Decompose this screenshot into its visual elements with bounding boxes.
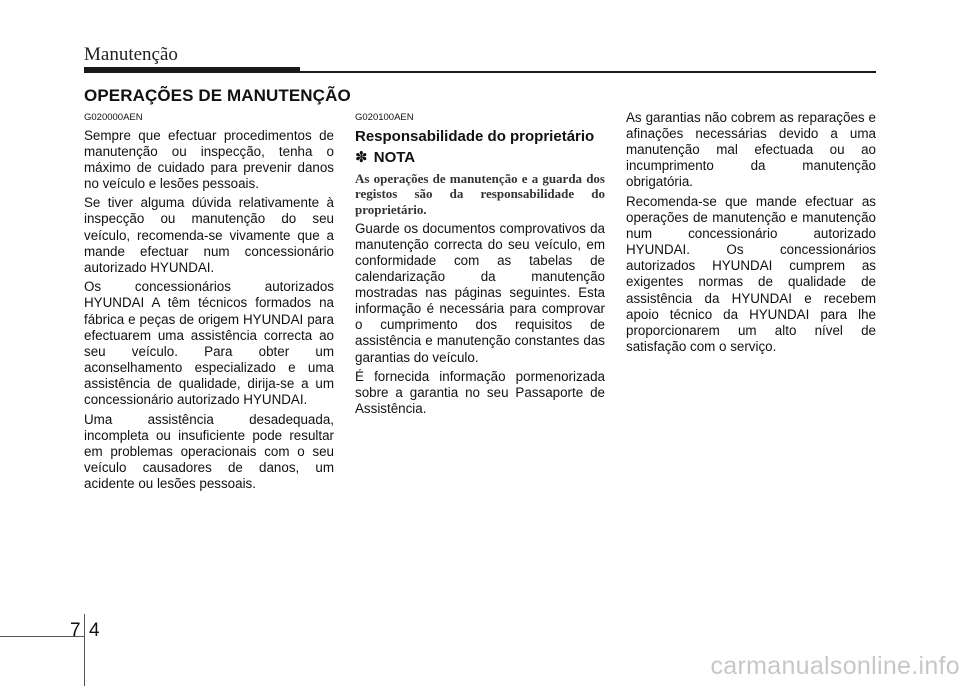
paragraph: Guarde os documentos comprovativos da manutenção correcta do seu veículo, em conformidade com as tabelas de calendarização da manutenção mostradas nas páginas seguintes. Esta informação é necessária para comprovar o cumprimento dos requisitos de assistência e manutenção constantes das garantias do veículo.	[355, 220, 605, 365]
paragraph: Uma assistência desadequada, incompleta ou insuficiente pode resultar em problemas operacionais com o seu veículo causadores de danos, um acidente ou lesões pessoais.	[84, 411, 334, 491]
note-body: As operações de manutenção e a guarda dos registos são da responsabilidade do proprietário.	[355, 170, 605, 217]
section-title: OPERAÇÕES DE MANUTENÇÃO	[84, 86, 351, 105]
asterisk-icon: ✽	[355, 149, 368, 166]
paragraph: Recomenda-se que mande efectuar as operações de manutenção e manutenção num concessionário autorizado HYUNDAI. Os concessionários autorizados HYUNDAI cumprem as exigentes normas de qualidade de assistência da HYUNDAI e recebem apoio técnico da HYUNDAI para lhe proporcionarem um alto nível de satisfação com o serviço.	[626, 193, 876, 354]
watermark: carmanualsonline.info	[710, 652, 960, 680]
note-label: NOTA	[373, 149, 416, 166]
section-code: G020100AEN	[355, 112, 414, 123]
note-heading	[355, 149, 605, 167]
page-number: 4	[89, 620, 100, 641]
chapter-title: Manutenção	[84, 44, 178, 65]
column-2	[355, 112, 605, 421]
subheading: Responsabilidade do proprietário	[355, 127, 595, 145]
header-bar	[84, 67, 300, 73]
footer-divider	[84, 614, 85, 686]
paragraph: Sempre que efectuar procedimentos de manutenção ou inspecção, tenha o máximo de cuidado para prevenir danos no veículo e lesões pessoais.	[84, 127, 334, 191]
chapter-number: 7	[70, 620, 81, 641]
column-1	[84, 112, 334, 496]
paragraph: Os concessionários autorizados HYUNDAI A têm técnicos formados na fábrica e peças de origem HYUNDAI para efectuarem uma assistência correcta ao seu veículo. Para obter um aconselhamento especializado e uma assistência de qualidade, dirija-se a um concessionário autorizado HYUNDAI.	[84, 279, 334, 407]
column-3	[626, 110, 876, 358]
section-code: G020000AEN	[84, 112, 143, 123]
paragraph: É fornecida informação pormenorizada sobre a garantia no seu Passaporte de Assistência.	[355, 369, 605, 417]
paragraph: As garantias não cobrem as reparações e afinações necessárias devido a uma manutenção mal efectuada ou ao incumprimento da manutenção obrigatória.	[626, 110, 876, 190]
header-rule	[300, 71, 876, 73]
paragraph: Se tiver alguma dúvida relativamente à inspecção ou manutenção do seu veículo, recomenda-se vivamente que a mande efectuar num concessionário autorizado HYUNDAI.	[84, 195, 334, 275]
